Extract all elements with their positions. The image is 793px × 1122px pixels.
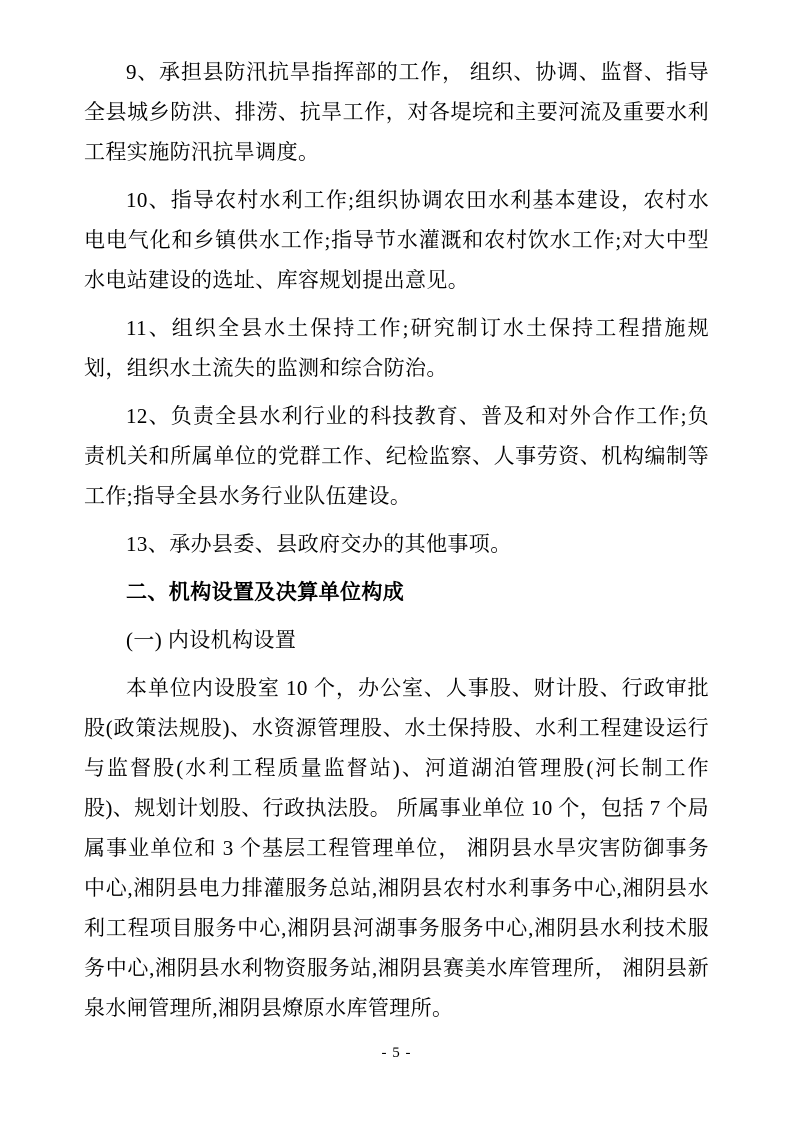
paragraph-duty-10: 10、指导农村水利工作;组织协调农田水利基本建设，农村水电电气化和乡镇供水工作;指导节水灌溉和农村饮水工作;对大中型水电站建设的选址、库容规划提出意见。 xyxy=(84,188,709,292)
paragraph-duty-13: 13、承办县委、县政府交办的其他事项。 xyxy=(126,532,512,556)
document-body xyxy=(84,52,709,1028)
paragraph-duty-12: 12、负责全县水利行业的科技教育、普及和对外合作工作;负责机关和所属单位的党群工作、纪检监察、人事劳资、机构编制等工作;指导全县水务行业队伍建设。 xyxy=(84,404,709,508)
paragraph-organization-units: 本单位内设股室 10 个，办公室、人事股、财计股、行政审批股(政策法规股)、水资源管理股、水土保持股、水利工程建设运行与监督股(水利工程质量监督站)、河道湖泊管理股(河长制工作股)、规划计划股、行政执法股。 所属事业单位 10 个，包括 7 个局属事业单位和 3 个基层工程管理单位， 湘阴县水旱灾害防御事务中心,湘阴县电力排灌服务总站,湘阴县农村水利事务中心,湘阴县水利工程项目服务中心,湘阴县河湖事务服务中心,湘阴县水利技术服务中心,湘阴县水利物资服务站,湘阴县赛美水库管理所， 湘阴县新泉水闸管理所,湘阴县燎原水库管理所。 xyxy=(84,676,709,1020)
page-number: - 5 - xyxy=(381,1045,412,1061)
subsection-heading-internal-setup: (一) 内设机构设置 xyxy=(126,628,297,652)
paragraph-duty-9: 9、承担县防汛抗旱指挥部的工作， 组织、协调、监督、指导全县城乡防洪、排涝、抗旱工作，对各堤垸和主要河流及重要水利工程实施防汛抗旱调度。 xyxy=(84,60,709,164)
section-heading-organization: 二、机构设置及决算单位构成 xyxy=(126,580,405,604)
paragraph-duty-11: 11、组织全县水土保持工作;研究制订水土保持工程措施规划，组织水土流失的监测和综合防治。 xyxy=(84,316,709,380)
